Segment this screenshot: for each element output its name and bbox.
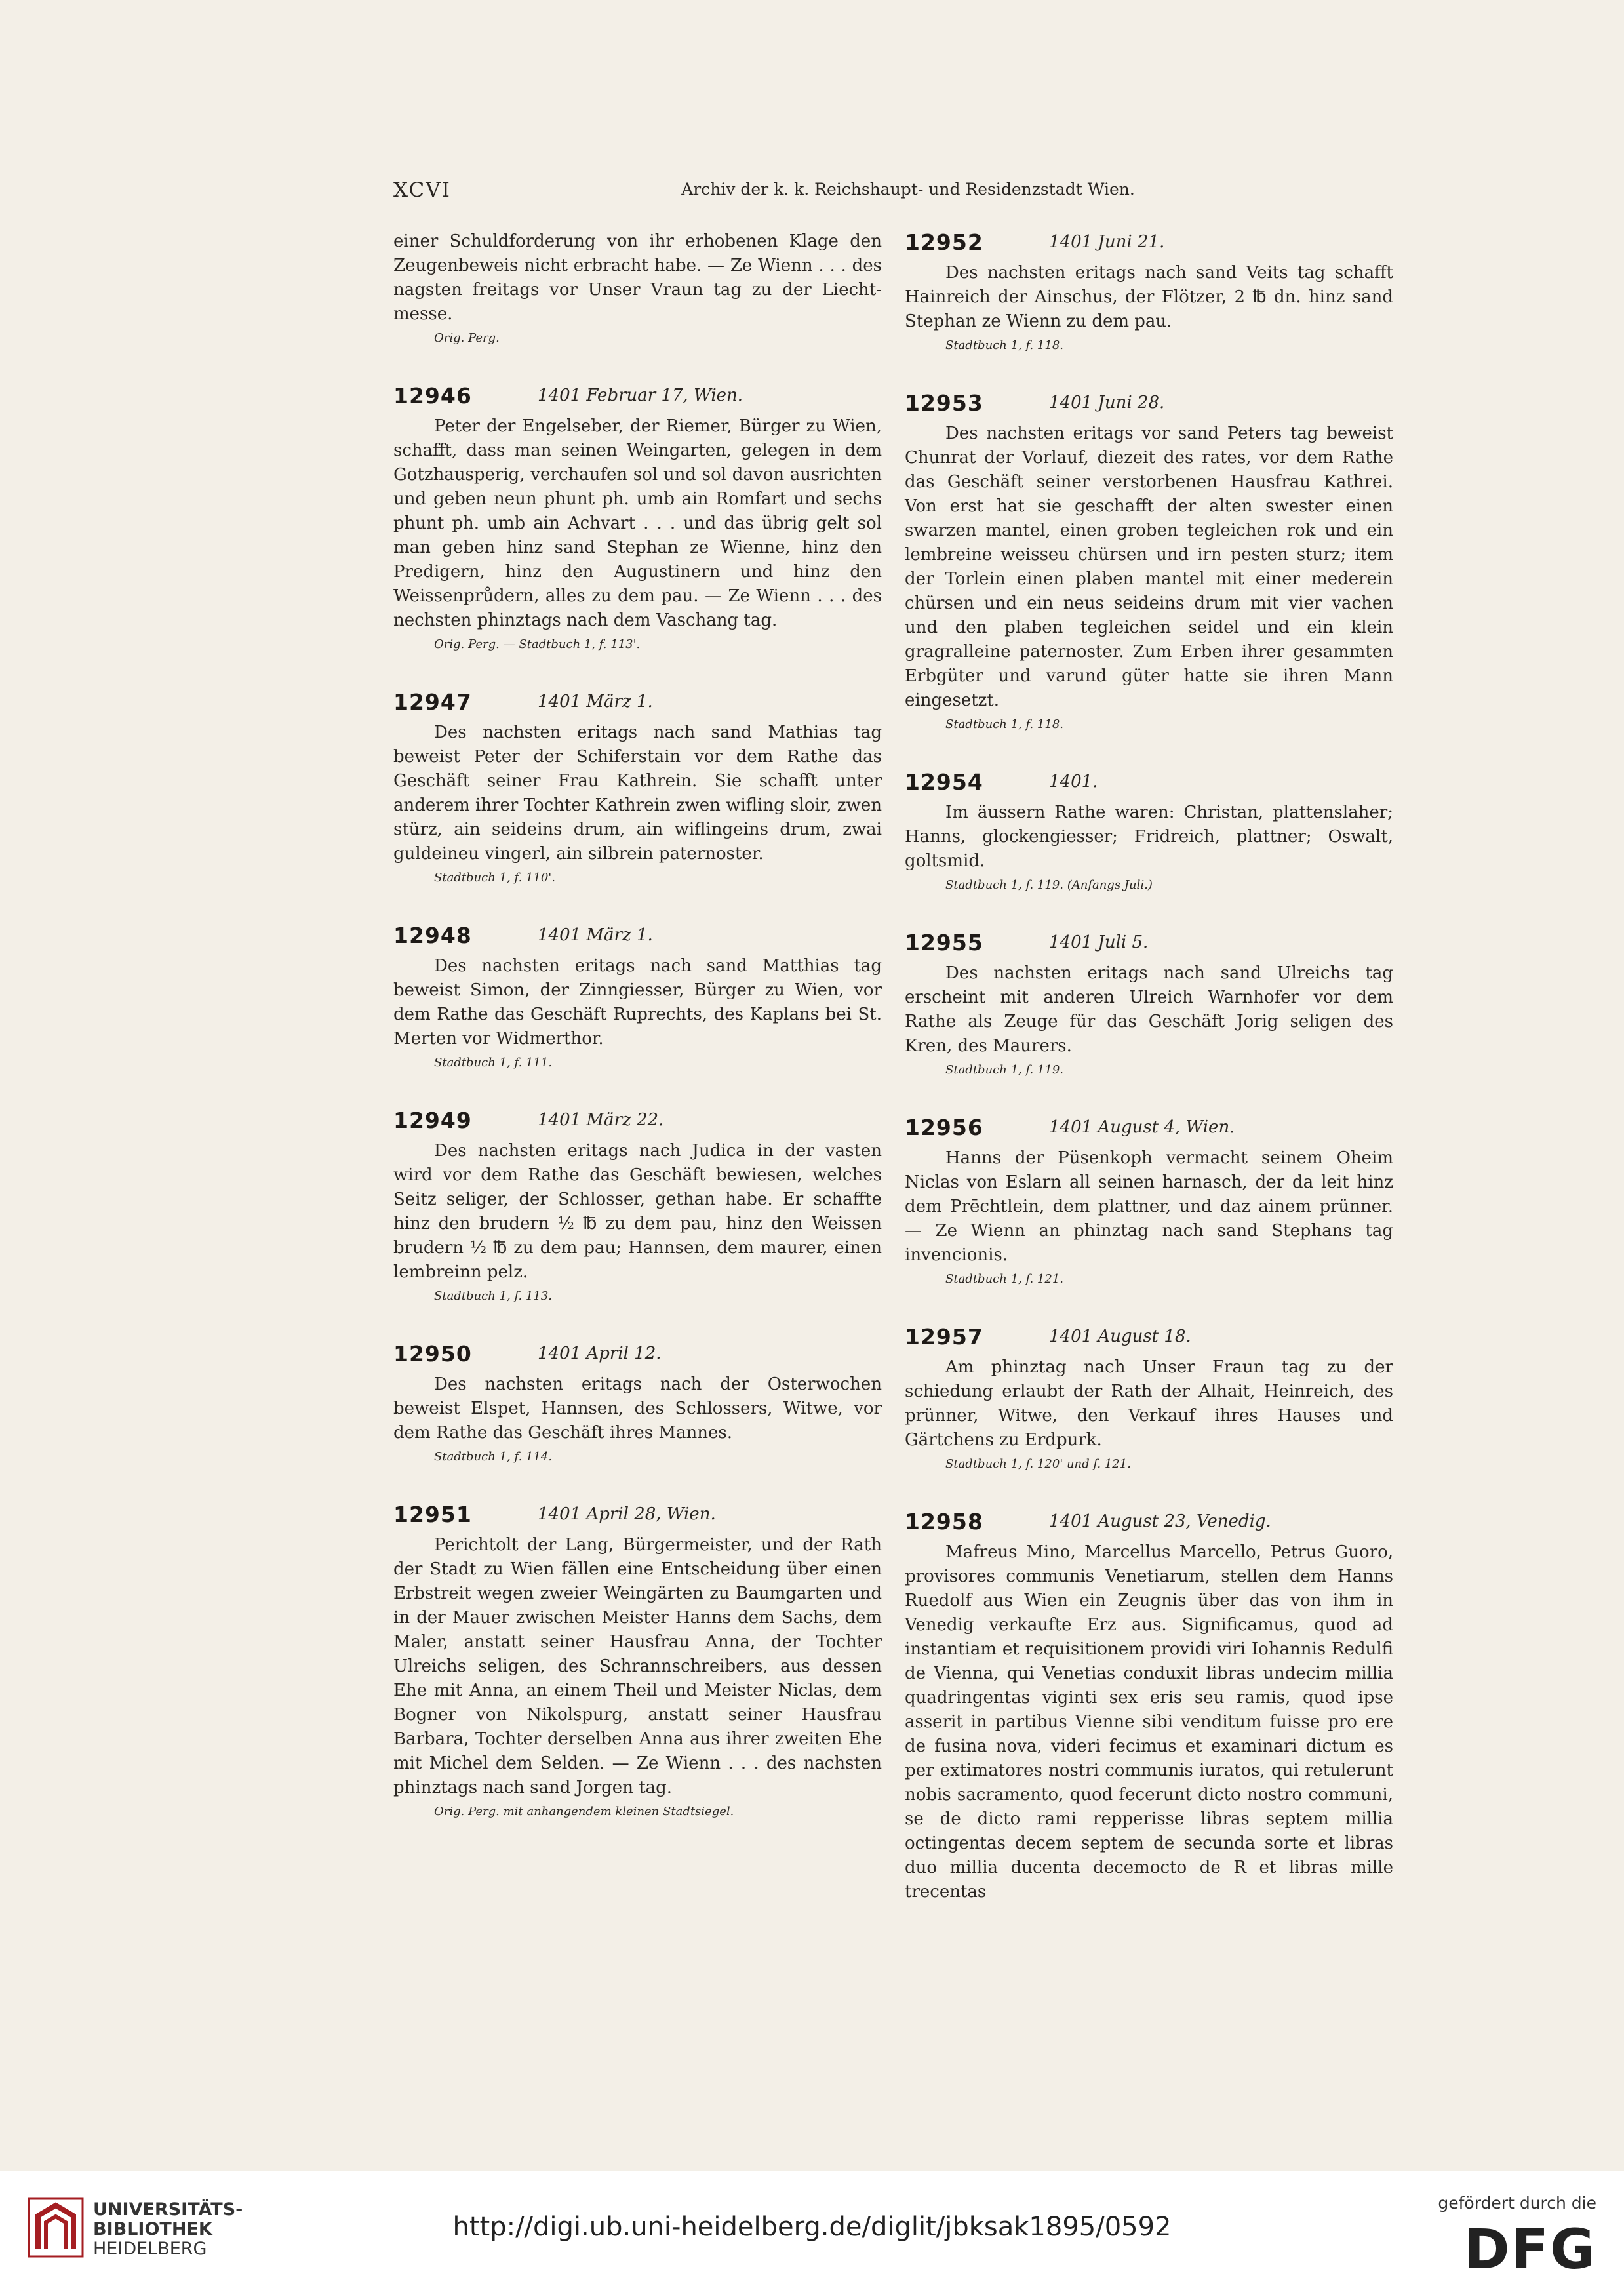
right-column [905, 230, 1393, 1938]
entry-date: 1401 August 23, Venedig. [1049, 1512, 1271, 1531]
dfg-logo: DFG [1463, 2217, 1596, 2281]
source-note: Stadtbuch 1, f. 111. [434, 1056, 552, 1070]
entry-12947 [393, 689, 882, 889]
entry-date: 1401 August 4, Wien. [1049, 1117, 1235, 1137]
entry-date: 1401 Juni 21. [1049, 232, 1165, 252]
entry-date: 1401 März 1. [538, 925, 653, 945]
entry-text: Des nachsten eritags nach Judica in der vasten wird vor dem Rathe das Geschäft bewiesen, welches Seitz seliger, der Schlosser, gethan habe. Er schaffte hinz den brudern ½ ℔ zu dem pau, hinz den Weissen brudern ½ ℔ zu dem pau; Hannsen, dem maurer, einen lembreinn pelz. [393, 1141, 882, 1282]
library-name-line: HEIDELBERG [93, 2239, 207, 2259]
source-note: Orig. Perg. — Stadtbuch 1, f. 113'. [434, 637, 641, 651]
entry-text: Des nachsten eritags nach sand Mathias tag beweist Peter der Schiferstain vor dem Rathe das Geschäft seiner Frau Kathrein. Sie schafft unter anderem ihrer Tochter Kathrein zwen wifling sloir, zwen stürz, ain seideins drum, ain wiflingeins drum, zwai guldeineu vingerl, ain silbrein paternoster. [393, 723, 882, 864]
source-note: Stadtbuch 1, f. 119. [945, 1063, 1063, 1077]
viewer-footer [0, 2171, 1624, 2284]
entry-date: 1401 März 1. [538, 692, 653, 711]
entry-12957 [905, 1324, 1393, 1475]
entry-text: Mafreus Mino, Marcellus Marcello, Petrus Guoro, provisores communis Venetiarum, stellen dem Hanns Ruedolf aus Wien ein Zeugnis über das von ihm in Venedig verkaufte Erz aus. Significamus, quod ad instantiam et requisitionem providi viri Iohannis Redulfi de Vienna, qui Venetias conduxit libras undecim millia quadringentas viginti sex eris seu ramis, quod ipse asserit in partibus Vienne sibi venditum fuisse pro ere de fusina nova, videri fecimus et examinari dictum es per extimatores nostri communis iuratos, qui retulerunt nobis sacramento, quod fecerunt dicto nostro communi, se de dicto rami repperisse libras septem millia octingentas decem septem de secunda sorte et libras duo millia ducenta decemocto de R et libras mille trecentas [905, 1542, 1393, 1902]
source-note: Stadtbuch 1, f. 119. (Anfangs Juli.) [945, 878, 1153, 892]
entry-text: Des nachsten eritags nach sand Matthias tag beweist Simon, der Zinngiesser, Bürger zu Wien, vor dem Rathe das Geschäft Ruprechts, des Kaplans bei St. Merten vor Widmerthor. [393, 956, 882, 1049]
entry-text: Des nachsten eritags nach sand Ulreichs tag erscheint mit anderen Ulreich Warnhofer vor dem Rathe als Zeuge für das Geschäft Jorig seligen des Kren, des Maurers. [905, 963, 1393, 1056]
entry-12956 [905, 1115, 1393, 1290]
source-note: Stadtbuch 1, f. 118. [945, 717, 1063, 731]
entry-date: 1401 April 28, Wien. [538, 1504, 716, 1524]
entry-12958 [905, 1509, 1393, 1904]
entry-12955 [905, 930, 1393, 1081]
entry-12948 [393, 923, 882, 1073]
entry-text: Peter der Engelseber, der Riemer, Bürger zu Wien, schafft, dass man seinen Weingarten, gelegen in dem Gotzhausperig, verchaufen sol und sol davon ausrichten und geben neun phunt ph. umb ain Romfart und sechs phunt ph. umb ain Achvart . . . und das übrig gelt sol man geben hinz sand Stephan ze Wienne, hinz den Predigern, hinz den Augustinern und hinz den Weissenprůdern, alles zu dem pau. — Ze Wienn . . . des nechsten phinztags nach dem Vaschang tag. [393, 416, 882, 630]
entry-text: Des nachsten eritags vor sand Peters tag beweist Chunrat der Vorlauf, diezeit des rates, vor dem Rathe das Geschäft seiner verstorbenen Hausfrau Kathrei. Von erst hat sie geschafft der alten swester einen swarzen mantel, einen groben tegleichen rok und ein lembreine weisseu chürsen und irn pesten sturz; item der Torlein einen plaben mantel mit einer mederein chürsen und ein neus seideins drum mit vier vachen und den plaben tegleichen seidel und ein klein gragralleine paternoster. Zum Erben ihrer gesammten Erbgüter und varund güter hatte sie ihren Mann eingesetzt. [905, 424, 1393, 710]
entry-text: Perichtolt der Lang, Bürgermeister, und der Rath der Stadt zu Wien fällen eine Entscheidung über einen Erbstreit wegen zweier Weingärten zu Baumgarten und in der Mauer zwischen Meister Hanns dem Sachs, dem Maler, anstatt seiner Hausfrau Anna, der Tochter Ulreichs seligen, des Schrannschreibers, aus dessen Ehe mit Anna, an einem Theil und Meister Niclas, dem Bogner von Nikolspurg, anstatt seiner Hausfrau Barbara, Tochter derselben Anna aus ihrer zweiten Ehe mit Michel dem Selden. — Ze Wienn . . . des nachsten phinztags nach sand Jorgen tag. [393, 1535, 882, 1797]
source-note: Stadtbuch 1, f. 120' und f. 121. [945, 1457, 1131, 1471]
entry-number: 12955 [905, 930, 983, 955]
source-note: Orig. Perg. [434, 331, 500, 345]
continuation-text: einer Schuldforderung von ihr erhobenen Klage den Zeugenbeweis nicht erbracht habe. — Ze Wienn . . . des nagsten freitags vor Unser Vraun tag zu der Liecht-messe. [393, 231, 882, 324]
entry-12949 [393, 1108, 882, 1307]
source-note: Stadtbuch 1, f. 113. [434, 1289, 552, 1303]
left-column [393, 230, 882, 1856]
entry-date: 1401 Juni 28. [1049, 393, 1165, 412]
entry-text: Des nachsten eritags nach sand Veits tag schafft Hainreich der Ainschus, der Flötzer, 2 ℔ dn. hinz sand Stephan ze Wienn zu dem pau. [905, 263, 1393, 331]
library-name-line: UNIVERSITÄTS- [93, 2199, 243, 2220]
continuation-block [393, 230, 882, 349]
entry-12952 [905, 230, 1393, 356]
funding-note: gefördert durch die [1438, 2194, 1596, 2213]
entry-12953 [905, 390, 1393, 735]
entry-text: Am phinztag nach Unser Fraun tag zu der schiedung erlaubt der Rath der Alhait, Heinreich, des prünner, Witwe, den Verkauf ihres Hauses und Gärtchens zu Erdpurk. [905, 1357, 1393, 1450]
entry-date: 1401 April 12. [538, 1344, 662, 1363]
entry-number: 12958 [905, 1509, 983, 1534]
source-note: Stadtbuch 1, f. 118. [945, 338, 1063, 352]
entry-12951 [393, 1502, 882, 1822]
entry-number: 12951 [393, 1502, 472, 1527]
page-number: XCVI [393, 178, 451, 202]
entry-text: Im äussern Rathe waren: Christan, plattenslaher; Hanns, glockengiesser; Fridreich, plattner; Oswalt, goltsmid. [905, 803, 1393, 871]
entry-number: 12947 [393, 689, 472, 715]
entry-date: 1401. [1049, 772, 1098, 791]
source-note: Stadtbuch 1, f. 110'. [434, 871, 555, 885]
entry-text: Hanns der Püsenkoph vermacht seinem Oheim Niclas von Eslarn all seinen harnasch, der da leit hinz dem Prēchtlein, dem plattner, und daz ainem prünner. — Ze Wienn an phinztag nach sand Stephans tag invencionis. [905, 1148, 1393, 1265]
source-note: Stadtbuch 1, f. 114. [434, 1450, 552, 1464]
entry-number: 12950 [393, 1341, 472, 1367]
entry-12954 [905, 769, 1393, 896]
entry-number: 12953 [905, 390, 983, 416]
entry-number: 12946 [393, 383, 472, 409]
entry-text: Des nachsten eritags nach der Osterwochen beweist Elspet, Hannsen, des Schlossers, Witwe, vor dem Rathe das Geschäft ihres Mannes. [393, 1374, 882, 1443]
entry-12950 [393, 1341, 882, 1468]
source-note: Orig. Perg. mit anhangendem kleinen Stadtsiegel. [434, 1805, 734, 1818]
running-title: Archiv der k. k. Reichshaupt- und Residenzstadt Wien. [681, 180, 1135, 199]
entry-12946 [393, 383, 882, 655]
entry-number: 12952 [905, 230, 983, 255]
running-header [393, 178, 1423, 211]
entry-number: 12949 [393, 1108, 472, 1133]
permalink-url[interactable]: http://digi.ub.uni-heidelberg.de/diglit/jbksak1895/0592 [452, 2212, 1172, 2242]
entry-number: 12957 [905, 1324, 983, 1350]
source-note: Stadtbuch 1, f. 121. [945, 1272, 1063, 1286]
entry-date: 1401 Juli 5. [1049, 932, 1149, 952]
entry-date: 1401 August 18. [1049, 1327, 1191, 1346]
entry-number: 12948 [393, 923, 472, 948]
entry-number: 12954 [905, 769, 983, 795]
entry-number: 12956 [905, 1115, 983, 1140]
entry-date: 1401 Februar 17, Wien. [538, 386, 743, 405]
library-name-line: BIBLIOTHEK [93, 2219, 212, 2239]
entry-date: 1401 März 22. [538, 1110, 664, 1130]
